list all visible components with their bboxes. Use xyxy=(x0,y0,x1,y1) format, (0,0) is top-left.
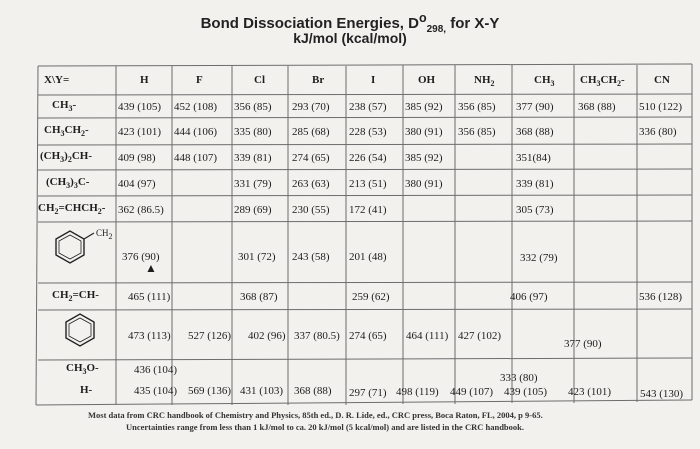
benzyl-ch2-label: $CH_2$ xyxy=(96,228,113,241)
title-text: Bond Dissociation Energies, D xyxy=(200,15,419,32)
footer-source-note: Most data from CRC handbook of Chemistry and Physics, 85th ed., D. R. Lide, ed., CRC press, Boca Raton, FL, 2004, p 9-65. xyxy=(88,410,543,420)
cell-ethyl-i: 228 (53) xyxy=(349,126,387,138)
col-header-i: I xyxy=(371,74,376,86)
cell-phenyl-h: 473 (113) xyxy=(128,330,171,342)
title-sup: o xyxy=(418,11,427,25)
row-label-tert-butyl: $(CH_3)_3C-$ xyxy=(46,176,90,191)
cell-methoxy-h: 436 (104) xyxy=(134,364,178,376)
cell-isopropyl-f: 448 (107) xyxy=(174,152,218,164)
cell-phenyl-oh: 464 (111) xyxy=(406,330,449,342)
row-label-vinyl: $CH_2=CH-$ xyxy=(52,289,99,304)
cell-tbutyl-cl: 331 (79) xyxy=(234,178,272,190)
cell-allyl-i: 172 (41) xyxy=(349,204,387,216)
cell-tbutyl-h: 404 (97) xyxy=(118,178,156,190)
cell-allyl-h: 362 (86.5) xyxy=(118,204,164,216)
row-label-allyl: $CH_2=CHCH_2-$ xyxy=(38,202,106,217)
row-label-methoxy: $CH_3O-$ xyxy=(66,362,99,377)
cell-benzyl-br: 243 (58) xyxy=(292,251,330,263)
col-header-nh2: $NH_2$ xyxy=(474,74,495,89)
col-header-oh: OH xyxy=(418,74,436,86)
cell-allyl-ch3: 305 (73) xyxy=(516,204,554,216)
cell-hydrogen-cl: 431 (103) xyxy=(240,385,284,397)
cell-ethyl-nh2: 356 (85) xyxy=(458,126,496,138)
cell-vinyl-h: 465 (111) xyxy=(128,291,171,303)
cell-hydrogen-h: 435 (104) xyxy=(134,385,178,397)
cell-allyl-cl: 289 (69) xyxy=(234,204,272,216)
cell-benzyl-cl: 301 (72) xyxy=(238,251,276,263)
cell-ethyl-f: 444 (106) xyxy=(174,126,218,138)
cell-isopropyl-i: 226 (54) xyxy=(349,152,387,164)
col-header-ch3: $CH_3$ xyxy=(534,74,555,89)
cell-hydrogen-nh2: 449 (107) xyxy=(450,386,494,398)
cell-tbutyl-br: 263 (63) xyxy=(292,178,330,190)
cell-isopropyl-oh: 385 (92) xyxy=(405,152,443,164)
cell-phenyl-f: 527 (126) xyxy=(188,330,232,342)
title-tail: for X-Y xyxy=(446,15,500,32)
cell-phenyl-nh2: 427 (102) xyxy=(458,330,502,342)
corner-header: X\Y= xyxy=(44,74,70,86)
cell-vinyl-cn: 536 (128) xyxy=(639,291,683,303)
cell-ethyl-oh: 380 (91) xyxy=(405,126,443,138)
cell-benzyl-h: 376 (90) xyxy=(122,251,160,263)
cell-phenyl-ch3: 377 (90) xyxy=(564,338,602,350)
cell-hydrogen-ch3: 439 (105) xyxy=(504,386,548,398)
units-subtitle: kJ/mol (kcal/mol) xyxy=(293,30,407,46)
cell-benzyl-i: 201 (48) xyxy=(349,251,387,263)
cell-tbutyl-ch3: 339 (81) xyxy=(516,178,554,190)
cell-methoxy-ch3: 333 (80) xyxy=(500,372,538,384)
cell-isopropyl-h: 409 (98) xyxy=(118,152,156,164)
row-label-ch3: $CH_3-$ xyxy=(52,99,77,114)
cell-hydrogen-oh: 498 (119) xyxy=(396,386,439,398)
footer-uncertainty-note: Uncertainties range from less than 1 kJ/mol to ca. 20 kJ/mol (5 kcal/mol) and are listed in the CRC handbook. xyxy=(126,422,525,432)
cell-ch3-ch3: 377 (90) xyxy=(516,101,554,113)
cell-hydrogen-ch3ch2: 423 (101) xyxy=(568,386,612,398)
cell-ch3-nh2: 356 (85) xyxy=(458,101,496,113)
cell-ch3-i: 238 (57) xyxy=(349,101,387,113)
row-label-hydrogen: H- xyxy=(80,384,93,396)
cell-hydrogen-f: 569 (136) xyxy=(188,385,232,397)
cell-hydrogen-cn: 543 (130) xyxy=(640,388,684,400)
cell-hydrogen-br: 368 (88) xyxy=(294,385,332,397)
cell-ch3-cl: 356 (85) xyxy=(234,101,272,113)
cell-ethyl-h: 423 (101) xyxy=(118,126,162,138)
cell-ethyl-ch3: 368 (88) xyxy=(516,126,554,138)
cell-vinyl-i: 259 (62) xyxy=(352,291,390,303)
cursor-arrow-icon: ▲ xyxy=(145,261,157,275)
cell-isopropyl-ch3: 351(84) xyxy=(516,152,551,164)
cell-benzyl-ch3: 332 (79) xyxy=(520,252,558,264)
col-header-h: H xyxy=(140,74,149,86)
row-label-isopropyl: $(CH_3)_2CH-$ xyxy=(40,150,93,165)
cell-ch3-h: 439 (105) xyxy=(118,101,162,113)
cell-ch3-cn: 510 (122) xyxy=(639,101,683,113)
cell-isopropyl-cl: 339 (81) xyxy=(234,152,272,164)
cell-tbutyl-oh: 380 (91) xyxy=(405,178,443,190)
cell-vinyl-cl: 368 (87) xyxy=(240,291,278,303)
cell-ethyl-cl: 335 (80) xyxy=(234,126,272,138)
phenyl-structure-icon xyxy=(56,310,116,358)
cell-phenyl-br: 337 (80.5) xyxy=(294,330,340,342)
cell-phenyl-cl: 402 (96) xyxy=(248,330,286,342)
cell-isopropyl-br: 274 (65) xyxy=(292,152,330,164)
col-header-cn: CN xyxy=(654,74,670,86)
cell-ch3-ch3ch2: 368 (88) xyxy=(578,101,616,113)
cell-ethyl-br: 285 (68) xyxy=(292,126,330,138)
cell-ch3-f: 452 (108) xyxy=(174,101,218,113)
cell-vinyl-ch3: 406 (97) xyxy=(510,291,548,303)
cell-ch3-br: 293 (70) xyxy=(292,101,330,113)
cell-ethyl-cn: 336 (80) xyxy=(639,126,677,138)
cell-tbutyl-i: 213 (51) xyxy=(349,178,387,190)
col-header-br: Br xyxy=(312,74,325,86)
cell-hydrogen-i: 297 (71) xyxy=(349,387,387,399)
col-header-ch3ch2: $CH_3CH_2-$ xyxy=(580,74,625,89)
cell-ch3-oh: 385 (92) xyxy=(405,101,443,113)
cell-allyl-br: 230 (55) xyxy=(292,204,330,216)
col-header-f: F xyxy=(196,74,203,86)
cell-phenyl-i: 274 (65) xyxy=(349,330,387,342)
col-header-cl: Cl xyxy=(254,74,265,86)
row-label-ch3ch2: $CH_3CH_2-$ xyxy=(44,124,89,139)
title-sub: 298, xyxy=(426,24,447,35)
